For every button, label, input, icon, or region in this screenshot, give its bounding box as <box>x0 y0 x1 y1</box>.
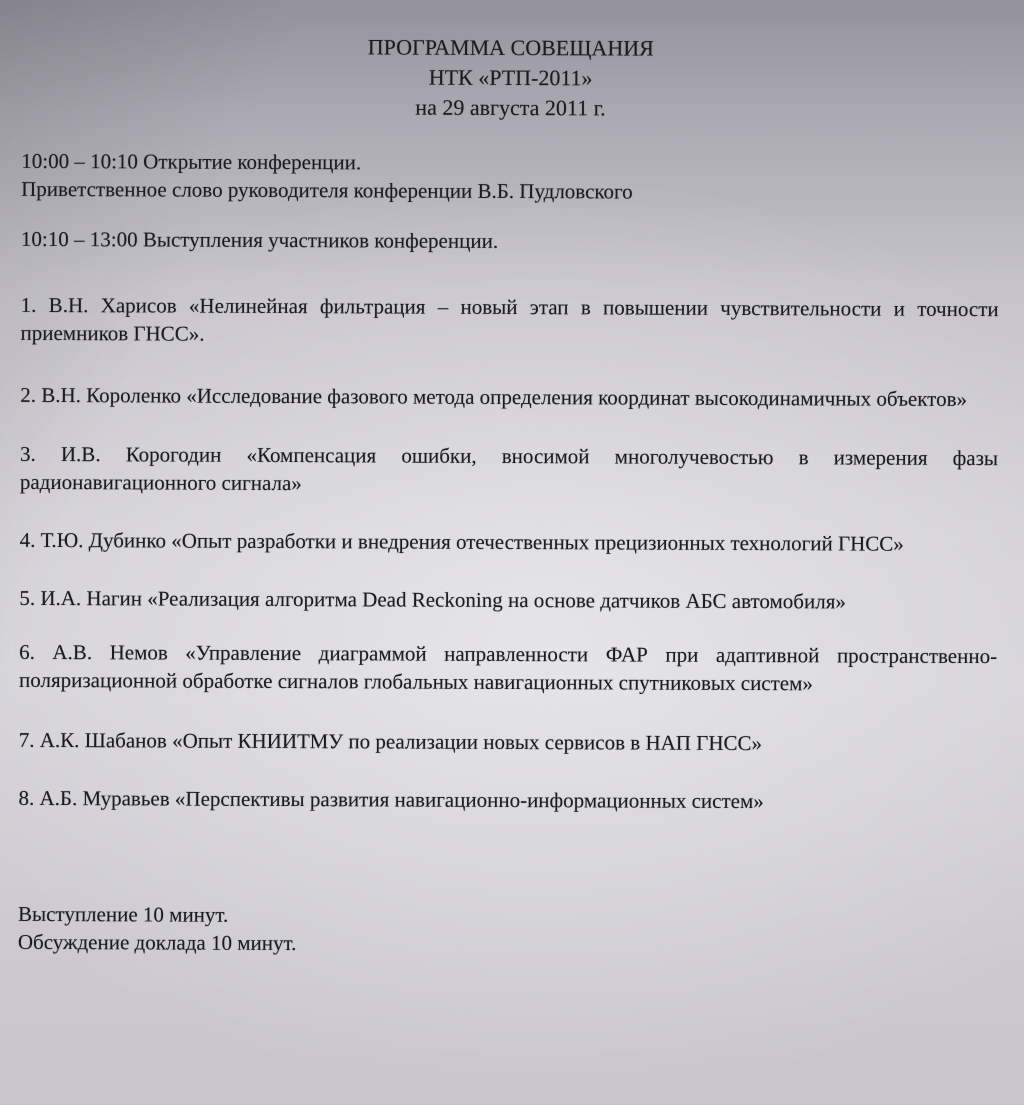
agenda-item-4: 4. Т.Ю. Дубинко «Опыт разработки и внедрения отечественных прецизионных технологий ГНСС» <box>19 527 904 556</box>
header-line-date: на 29 августа 2011 г. <box>415 94 606 121</box>
header-line-conference-name: НТК «РТП-2011» <box>428 64 593 91</box>
footer-note-discussion: Обсуждение доклада 10 минут. <box>17 929 297 956</box>
agenda-item-2: 2. В.Н. Короленко «Исследование фазового метода определения координат высокодинамичных объектов» <box>20 382 968 411</box>
footer-note-duration: Выступление 10 минут. <box>17 901 229 927</box>
agenda-item-8: 8. А.Б. Муравьев «Перспективы развития навигационно-информационных систем» <box>18 785 764 814</box>
agenda-item-7: 7. А.К. Шабанов «Опыт КНИИТМУ по реализации новых сервисов в НАП ГНСС» <box>18 727 763 756</box>
header-line-program-title: ПРОГРАММА СОВЕЩАНИЯ <box>367 34 654 61</box>
schedule-talks-line: 10:10 – 13:00 Выступления участников конференции. <box>20 226 499 253</box>
agenda-item-3: 3. И.В. Корогодин «Компенсация ошибки, вносимой многолучевостью в измерения фазы радионавигационного сигнала» <box>19 441 999 496</box>
schedule-opening-line: 10:00 – 10:10 Открытие конференции. <box>21 148 362 175</box>
schedule-opening-paragraph <box>21 147 999 207</box>
agenda-item-5: 5. И.А. Нагин «Реализация алгоритма Dead Reckoning на основе датчиков АБС автомобиля» <box>19 585 846 614</box>
agenda-item-6: 6. А.В. Немов «Управление диаграммой направленности ФАР при адаптивной пространственно-поляризационной обработке сигналов глобальных навигационных спутниковых систем» <box>18 639 998 696</box>
agenda-item-1: 1. В.Н. Харисов «Нелинейная фильтрация – новый этап в повышении чувствительности и точности приемников ГНСС». <box>20 292 999 346</box>
footer-notes <box>18 900 996 960</box>
schedule-greeting-line: Приветственное слово руководителя конференции В.Б. Пудловского <box>21 176 633 204</box>
program-header <box>21 31 999 125</box>
